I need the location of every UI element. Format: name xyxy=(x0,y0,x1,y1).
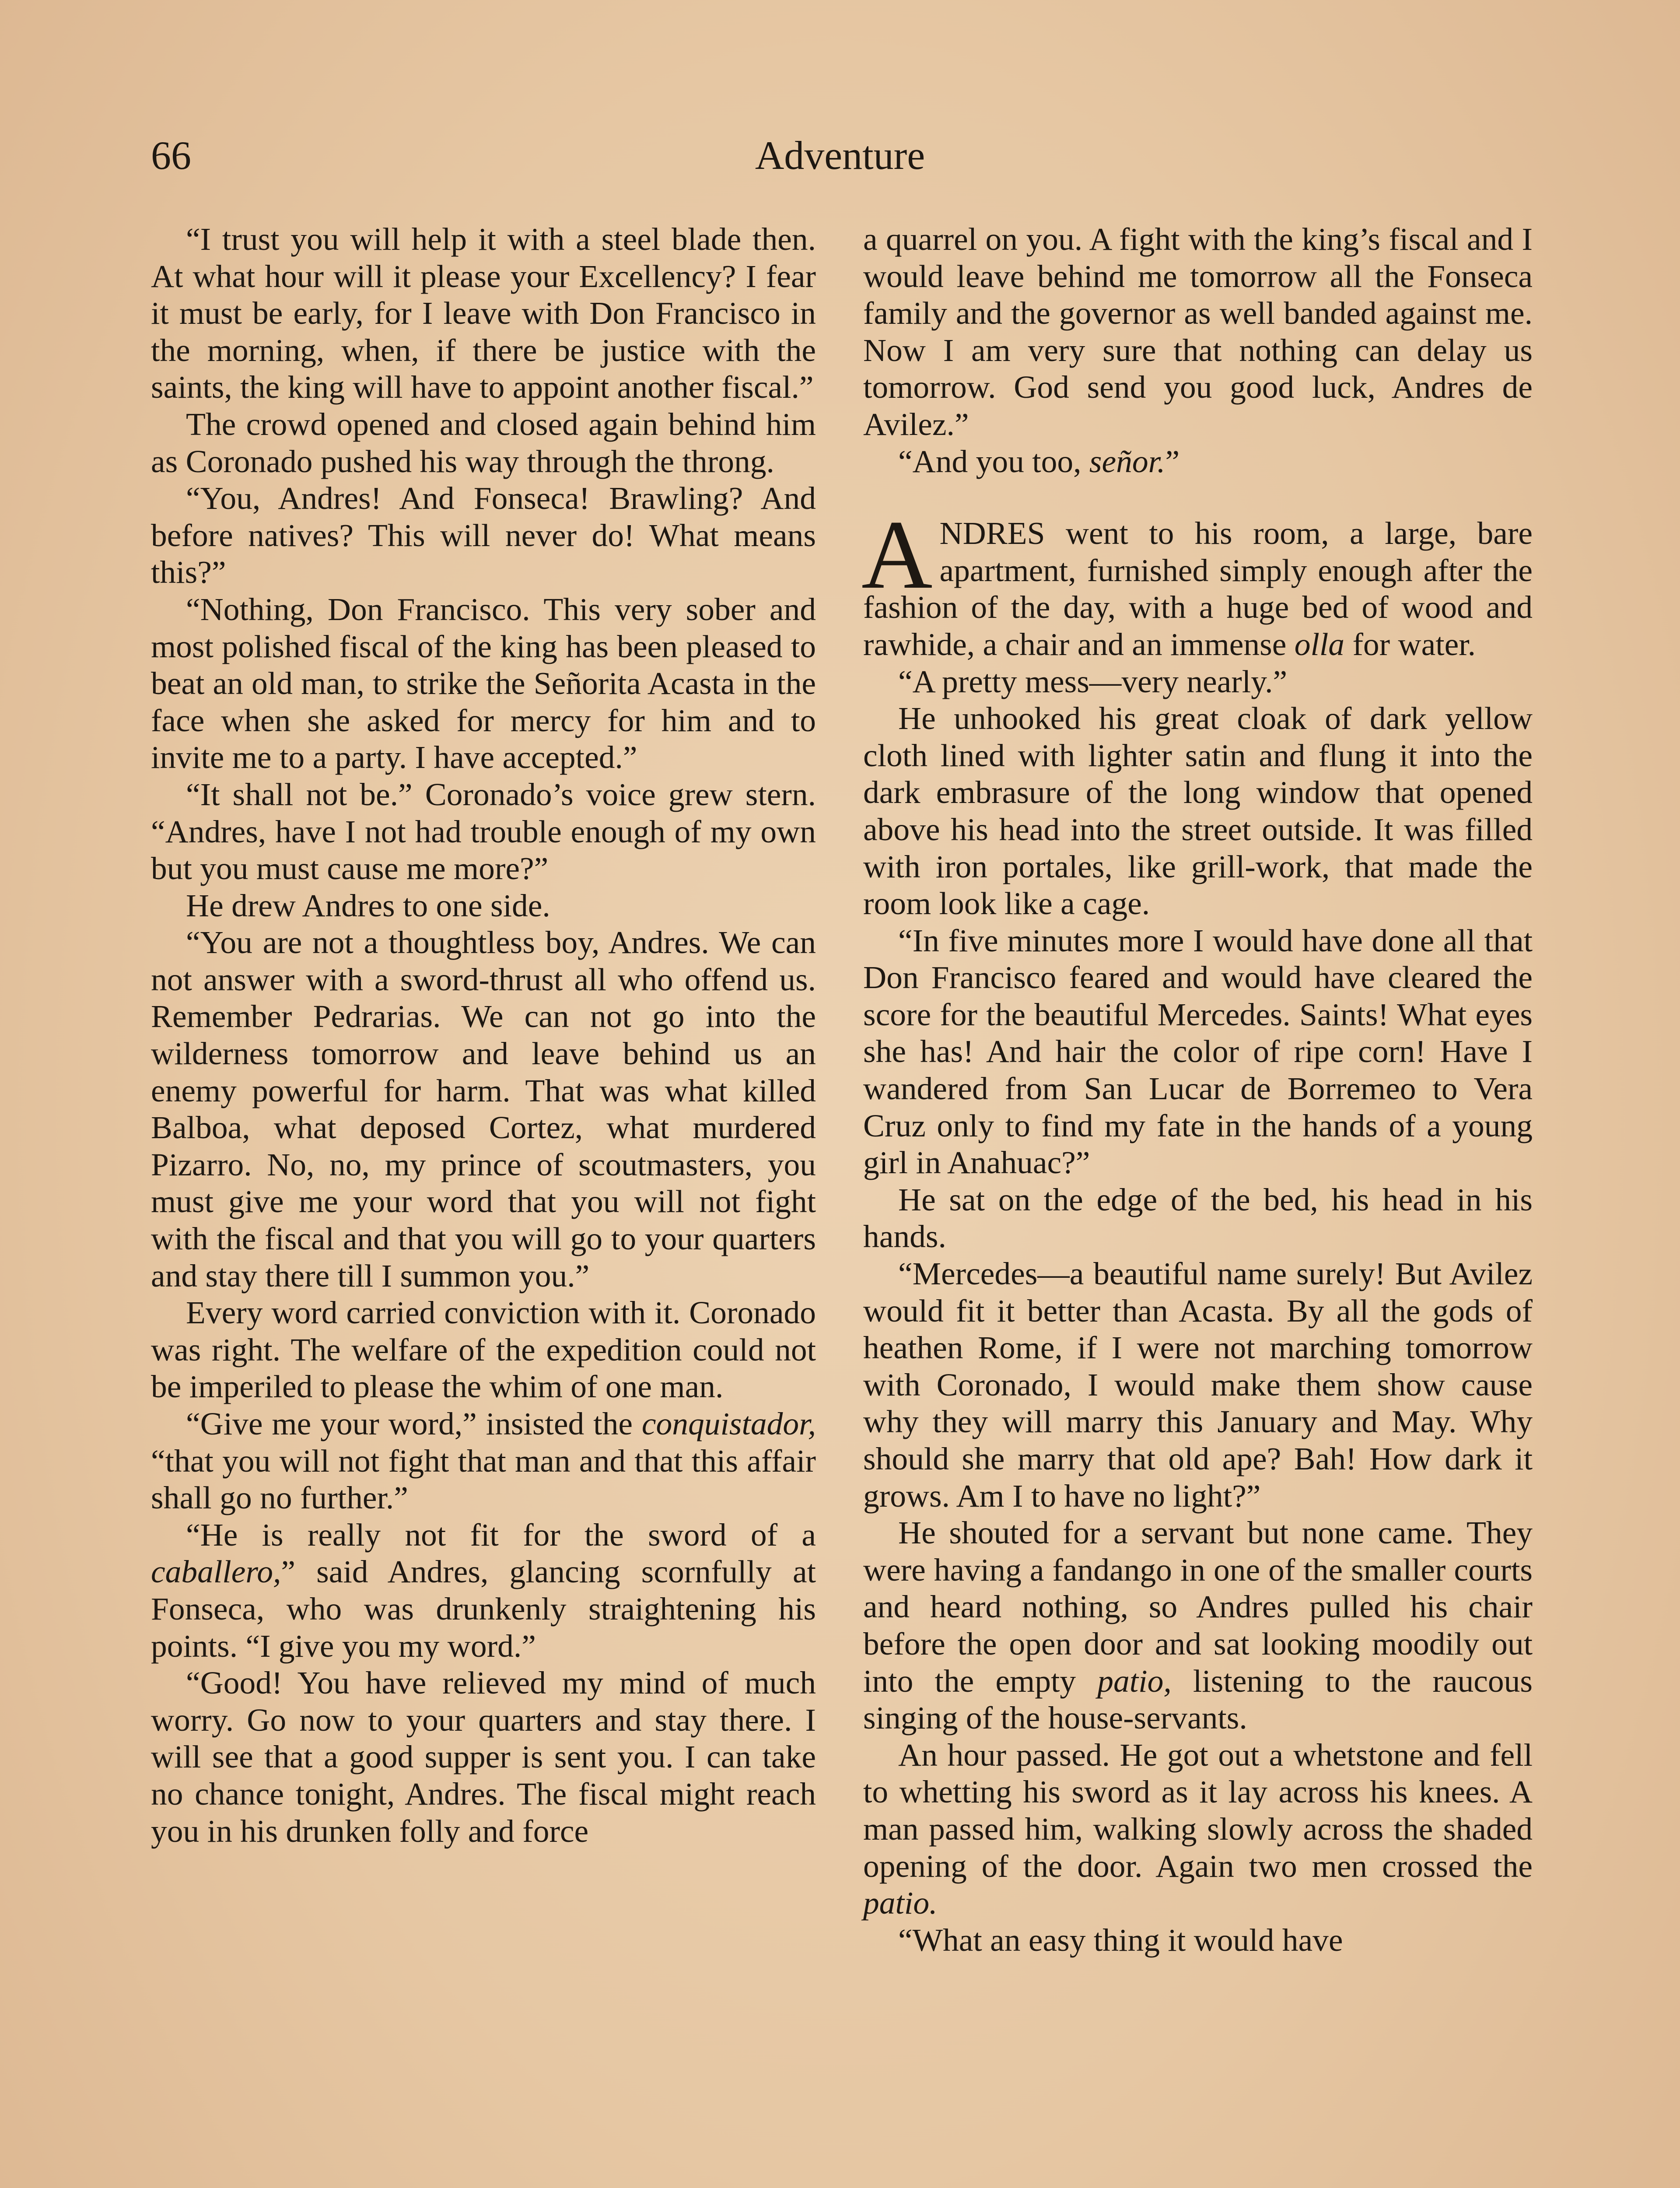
paragraph: Every word carried conviction with it. Coronado was right. The welfare of the expedition could not be imperiled to please the whim of one man. xyxy=(151,1295,816,1405)
paragraph: “Nothing, Don Francisco. This very sober and most polished fiscal of the king has been pleased to beat an old man, to strike the Señorita Acasta in the face when she asked for mercy for him and to invite me to a party. I have accepted.” xyxy=(151,591,816,775)
text-run: ” said Andres, glancing scornfully at Fonseca, who was drunkenly straightening his points. “I give you my word.” xyxy=(151,1554,816,1664)
section-opening-paragraph xyxy=(861,500,1533,663)
drop-cap: A xyxy=(861,500,933,610)
paragraph: “In five minutes more I would have done all that Don Francisco feared and would have cleared the score for the beautiful Mercedes. Saints! What eyes she has! And hair the color of ripe corn! Have I wandered from San Lucar de Borremeo to Vera Cruz only to find my fate in the hands of a young girl in Anahuac?” xyxy=(863,922,1533,1181)
italic-run: patio. xyxy=(863,1885,938,1921)
paragraph xyxy=(863,1737,1533,1922)
italic-run: patio, xyxy=(1097,1663,1172,1699)
paragraph: He drew Andres to one side. xyxy=(186,887,550,923)
italic-run: olla xyxy=(1294,626,1345,662)
text-run: He shouted for a servant but none came. They were having a fandango in one of the smaller courts and heard nothing, so Andres pulled his chair before the open door and sat looking moodily out into the empty xyxy=(863,1515,1533,1699)
paragraph: He unhooked his great cloak of dark yellow cloth lined with lighter satin and flung it into the dark embrasure of the long window that opened above his head into the street outside. It was filled with iron portales, like grill-work, that made the room look like a cage. xyxy=(863,701,1533,922)
paragraph xyxy=(863,1515,1533,1737)
text-run: “He is really not fit for the sword of a xyxy=(186,1517,816,1553)
paragraph: “I trust you will help it with a steel blade then. At what hour will it please your Excellency? I fear it must be early, for I leave with Don Francisco in the morning, when, if there be justice with the saints, the king will have to appoint another fiscal.” xyxy=(151,221,816,405)
paragraph: The crowd opened and closed again behind him as Coronado pushed his way through the throng. xyxy=(151,406,816,479)
paragraph: “What an easy thing it would have xyxy=(898,1922,1343,1958)
italic-run: caballero, xyxy=(151,1554,281,1590)
paragraph: “You, Andres! And Fonseca! Brawling? And before natives? This will never do! What means this?” xyxy=(151,480,816,590)
page-header xyxy=(0,129,1680,182)
text-run: listening to the raucous singing of the house-servants. xyxy=(863,1663,1533,1736)
text-run: ” xyxy=(1165,443,1180,479)
text-run: “Give me your word,” insisted the xyxy=(186,1406,642,1441)
paragraph: “Good! You have relieved my mind of much worry. Go now to your quarters and stay there. I will see that a good supper is sent you. I can take no chance tonight, Andres. The fiscal might reach you in his drunken folly and force xyxy=(151,1665,816,1849)
text-run: “And you too, xyxy=(898,443,1089,479)
text-run: NDRES went to his room, a large, bare apartment, furnished simply enough after the fashion of the day, with a huge bed of wood and rawhide, a chair and an immense xyxy=(863,515,1533,662)
paragraph: “Mercedes—a beautiful name surely! But Avilez would fit it better than Acasta. By all the gods of heathen Rome, if I were not marching tomorrow with Coronado, I would make them show cause why they will marry this January and May. Why should she marry that old ape? Bah! How dark it grows. Am I to have no light?” xyxy=(863,1256,1533,1514)
paragraph: a quarrel on you. A fight with the king’s fiscal and I would leave behind me tomorrow all the Fonseca family and the governor as well banded against me. Now I am very sure that nothing can delay us tomorrow. God send you good luck, Andres de Avilez.” xyxy=(863,221,1533,442)
paragraph: “It shall not be.” Coronado’s voice grew stern. “Andres, have I not had trouble enough of my own but you must cause me more?” xyxy=(151,776,816,887)
paragraph xyxy=(863,443,1533,480)
paragraph xyxy=(151,1406,816,1517)
text-run: An hour passed. He got out a whetstone and fell to whetting his sword as it lay across his knees. A man passed him, walking slowly across the shaded opening of the door. Again two men crossed the xyxy=(863,1737,1533,1884)
section-break xyxy=(863,480,1533,515)
paragraph xyxy=(151,1517,816,1665)
paragraph: He sat on the edge of the bed, his head in his hands. xyxy=(863,1182,1533,1255)
running-head: Adventure xyxy=(755,133,925,178)
right-column xyxy=(863,221,1533,1959)
page-number: 66 xyxy=(151,133,191,178)
italic-run: señor. xyxy=(1089,443,1166,479)
text-run: “that you will not fight that man and that this affair shall go no further.” xyxy=(151,1443,816,1516)
left-column xyxy=(151,221,816,1850)
text-run: for water. xyxy=(1344,626,1476,662)
paragraph: “You are not a thoughtless boy, Andres. We can not answer with a sword-thrust all who offend us. Remember Pedrarias. We can not go into the wilderness tomorrow and leave behind us an enemy powerful for harm. That was what killed Balboa, what deposed Cortez, what murdered Pizarro. No, no, my prince of scoutmasters, you must give me your word that you will not fight with the fiscal and that you will go to your quarters and stay there till I summon you.” xyxy=(151,925,816,1294)
paragraph: “A pretty mess—very nearly.” xyxy=(898,663,1288,699)
italic-run: conquistador, xyxy=(641,1406,816,1441)
